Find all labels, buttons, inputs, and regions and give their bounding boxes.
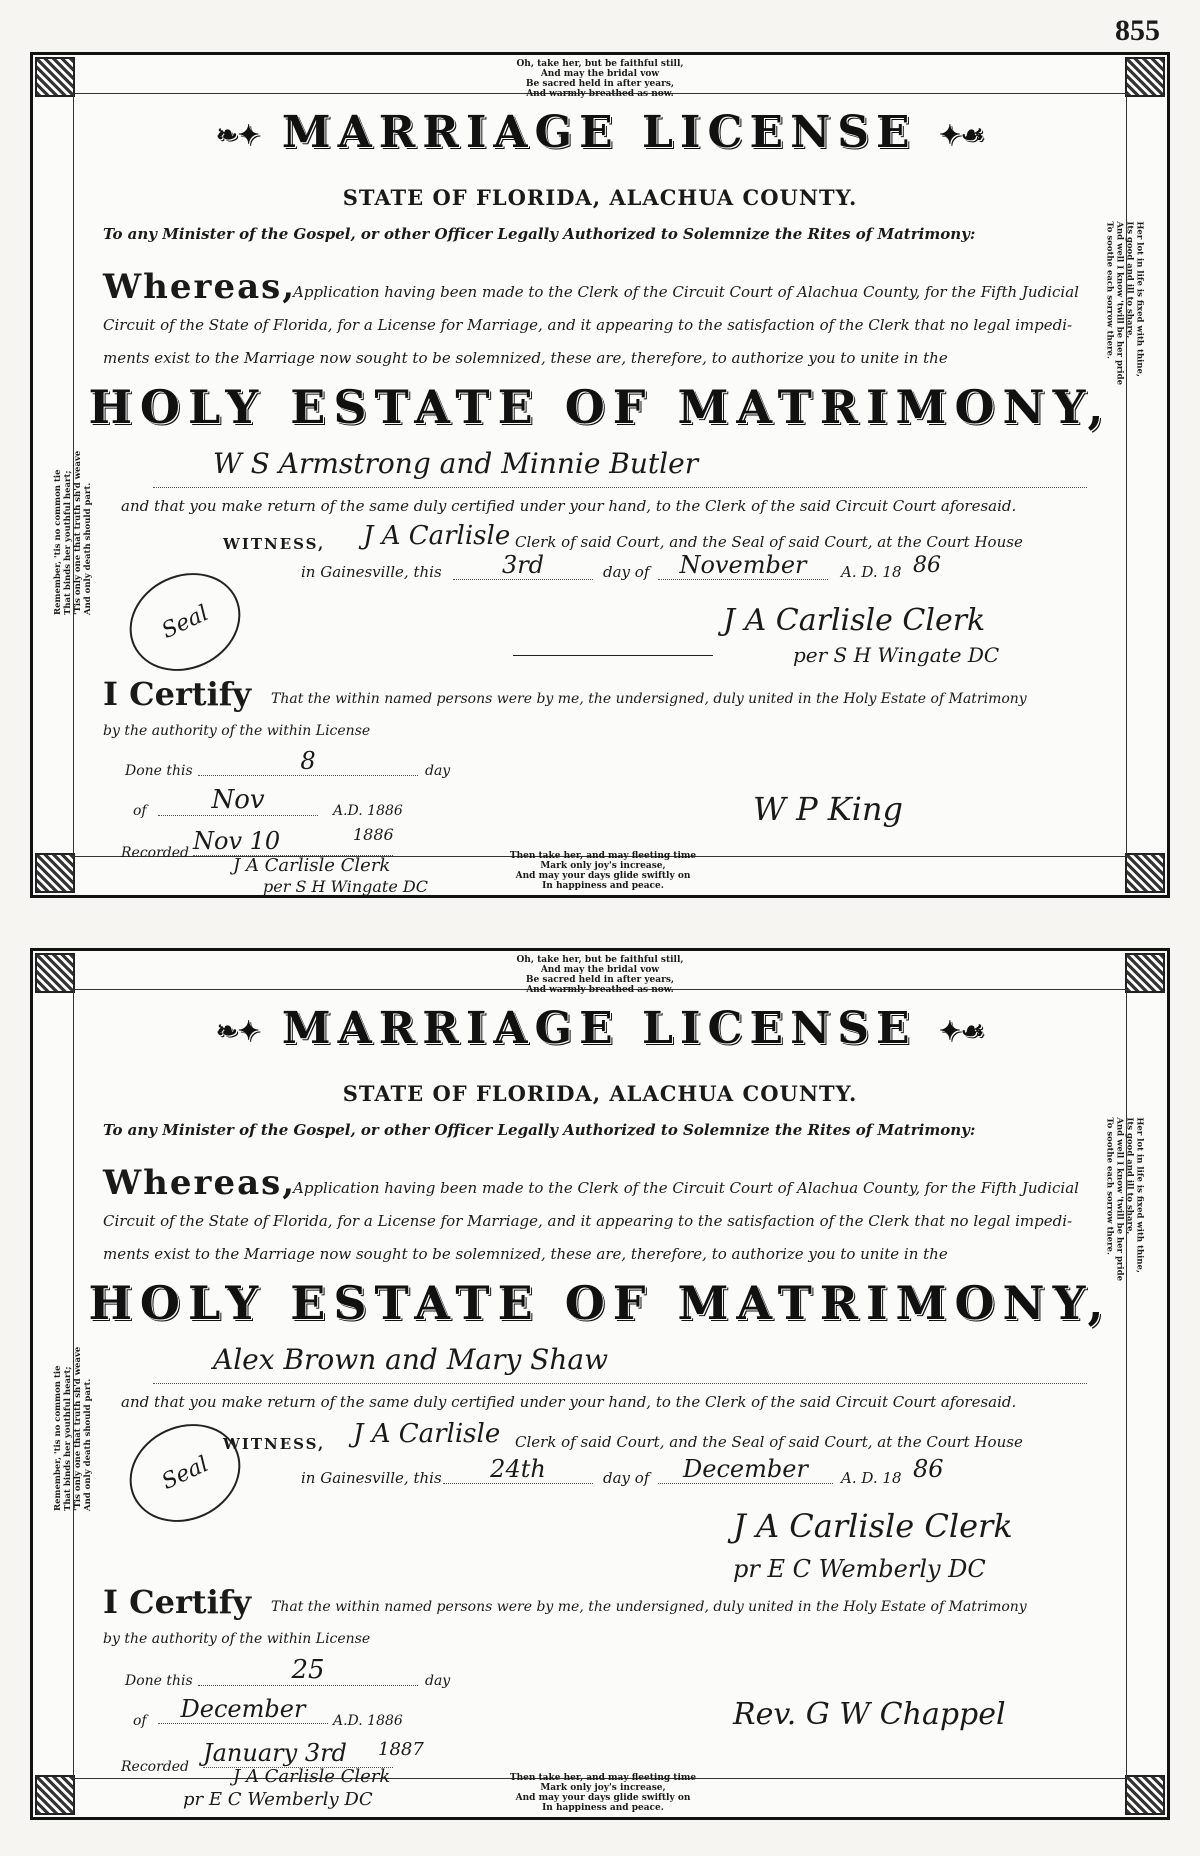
seal-mark: Seal xyxy=(113,555,256,688)
verse-line: Its good and ill to share, xyxy=(1125,221,1135,339)
verse-bottom xyxy=(503,1773,703,1813)
verse-line: And may your days glide swiftly on xyxy=(515,871,691,881)
verse-line: That binds her youthful heart; xyxy=(63,470,73,615)
done-day: 8 xyxy=(198,747,418,776)
side-verse-left xyxy=(53,451,93,615)
done-ad: A.D. 1886 xyxy=(333,1713,403,1729)
verse-line: Then take her, and may fleeting time xyxy=(509,1773,697,1783)
issue-month: December xyxy=(658,1455,833,1484)
state-county-heading: STATE OF FLORIDA, ALACHUA COUNTY. xyxy=(342,185,858,210)
corner-ornament-icon xyxy=(1125,853,1165,893)
verse-line: And warmly breathed as now. xyxy=(526,985,674,995)
done-day: 25 xyxy=(198,1655,418,1686)
clerk-signature: J A Carlisle xyxy=(353,1419,501,1449)
recorded-year: 1886 xyxy=(353,825,394,844)
body-line-3: ments exist to the Marriage now sought to be solemnized, these are, therefore, to authorize you to unite in the xyxy=(103,1245,948,1263)
whereas-word: Whereas, xyxy=(103,1163,297,1203)
certify-text-2: by the authority of the within License xyxy=(103,723,371,739)
in-gainesville-label: in Gainesville, this xyxy=(301,563,442,581)
corner-ornament-icon xyxy=(35,853,75,893)
flourish-icon: ❧✦ xyxy=(215,120,260,151)
body-line-1: Application having been made to the Clerk of the Circuit Court of Alachua County, for the Fifth Judicial xyxy=(293,1179,1079,1197)
clerk-signature: J A Carlisle xyxy=(363,521,511,551)
of-label: of xyxy=(133,803,147,819)
issue-year: 86 xyxy=(913,553,941,578)
recorded-label: Recorded xyxy=(121,845,189,861)
verse-line: That binds her youthful heart; xyxy=(63,1366,73,1511)
done-month: Nov xyxy=(158,785,318,816)
verse-line: Oh, take her, but be faithful still, xyxy=(516,955,684,965)
verse-line: Oh, take her, but be faithful still, xyxy=(516,59,684,69)
marriage-license-2 xyxy=(30,948,1170,1820)
verse-top xyxy=(33,955,1167,995)
verse-line: Remember, 'tis no common tie xyxy=(53,1365,63,1511)
verse-line: In happiness and peace. xyxy=(542,1803,664,1813)
marriage-license-1 xyxy=(30,52,1170,898)
issue-day: 24th xyxy=(443,1455,593,1484)
issue-month: November xyxy=(658,551,828,580)
verse-line: Its good and ill to share, xyxy=(1125,1117,1135,1235)
certify-text: That the within named persons were by me, the undersigned, duly united in the Holy Estate of Matrimony xyxy=(271,691,1027,707)
verse-line: And may the bridal vow xyxy=(540,69,660,79)
verse-line: And may your days glide swiftly on xyxy=(515,1793,691,1803)
body-line-1: Application having been made to the Clerk of the Circuit Court of Alachua County, for the Fifth Judicial xyxy=(293,283,1079,301)
verse-line: 'Tis only one that truth sh'd weave xyxy=(73,1346,83,1511)
side-verse-right xyxy=(1105,1117,1145,1281)
body-line-3: ments exist to the Marriage now sought to be solemnized, these are, therefore, to authorize you to unite in the xyxy=(103,349,948,367)
verse-line: Her lot in life is fixed with thine, xyxy=(1135,1117,1145,1273)
done-this-label: Done this xyxy=(125,763,193,779)
issue-day: 3rd xyxy=(453,551,593,580)
divider xyxy=(513,655,713,656)
day-label: day xyxy=(425,1673,451,1689)
recorded-label: Recorded xyxy=(121,1759,189,1775)
holy-estate-heading: HOLY ESTATE OF MATRIMONY, xyxy=(88,380,1112,434)
side-verse-left xyxy=(53,1347,93,1511)
certify-text: That the within named persons were by me, the undersigned, duly united in the Holy Estate of Matrimony xyxy=(271,1599,1027,1615)
flourish-icon: ✦☙ xyxy=(938,1016,985,1047)
witness-label: WITNESS, xyxy=(223,1435,326,1453)
address-line: To any Minister of the Gospel, or other Officer Legally Authorized to Solemnize the Rites of Matrimony: xyxy=(103,225,976,243)
clerk-signature-block-line2: pr E C Wemberly DC xyxy=(733,1555,986,1583)
done-this-label: Done this xyxy=(125,1673,193,1689)
license-title xyxy=(33,107,1167,158)
body-line-2: Circuit of the State of Florida, for a License for Marriage, and it appearing to the satisfaction of the Clerk that no legal impedi- xyxy=(103,316,1073,334)
issue-year: 86 xyxy=(913,1455,944,1483)
clerk-signature-block-line2: per S H Wingate DC xyxy=(793,643,1000,667)
verse-line: And warmly breathed as now. xyxy=(526,89,674,99)
done-ad: A.D. 1886 xyxy=(333,803,403,819)
verse-line: And only death should part. xyxy=(83,1378,93,1511)
recorded-signature-line1: J A Carlisle Clerk xyxy=(233,1766,391,1787)
address-line: To any Minister of the Gospel, or other Officer Legally Authorized to Solemnize the Rites of Matrimony: xyxy=(103,1121,976,1139)
body-line-2: Circuit of the State of Florida, for a License for Marriage, and it appearing to the satisfaction of the Clerk that no legal impedi- xyxy=(103,1212,1073,1230)
clerk-of-court-text: Clerk of said Court, and the Seal of said Court, at the Court House xyxy=(515,533,1023,551)
verse-bottom xyxy=(503,851,703,891)
clerk-signature-block-line1: J A Carlisle Clerk xyxy=(723,603,986,638)
recorded-date: Nov 10 xyxy=(193,827,393,856)
verse-line: To soothe each sorrow there. xyxy=(1105,1117,1115,1255)
certify-word: I Certify xyxy=(103,1583,252,1621)
verse-line: Be sacred held in after years, xyxy=(525,975,675,985)
license-title-text: MARRIAGE LICENSE xyxy=(281,1003,917,1054)
verse-top xyxy=(33,59,1167,99)
verse-line: And well I know 'twill be her pride xyxy=(1115,221,1125,385)
officiant-signature: Rev. G W Chappel xyxy=(733,1697,1006,1732)
return-line: and that you make return of the same duly certified under your hand, to the Clerk of the said Circuit Court aforesaid. xyxy=(121,1393,1017,1411)
ad-label: A. D. 18 xyxy=(841,563,902,581)
clerk-signature-block-line1: J A Carlisle Clerk xyxy=(733,1507,1013,1545)
page-number: 855 xyxy=(1115,14,1160,47)
verse-line: And well I know 'twill be her pride xyxy=(1115,1117,1125,1281)
flourish-icon: ✦☙ xyxy=(938,120,985,151)
in-gainesville-label: in Gainesville, this xyxy=(301,1469,442,1487)
certify-text-2: by the authority of the within License xyxy=(103,1631,371,1647)
day-of-label: day of xyxy=(603,1469,650,1487)
day-of-label: day of xyxy=(603,563,650,581)
verse-line: Be sacred held in after years, xyxy=(525,79,675,89)
recorded-signature-line2: per S H Wingate DC xyxy=(263,877,428,896)
verse-line: 'Tis only one that truth sh'd weave xyxy=(73,450,83,615)
verse-line: Remember, 'tis no common tie xyxy=(53,469,63,615)
recorded-signature-line1: J A Carlisle Clerk xyxy=(233,855,391,876)
witness-label: WITNESS, xyxy=(223,535,326,553)
corner-ornament-icon xyxy=(1125,1775,1165,1815)
recorded-year: 1887 xyxy=(378,1739,424,1760)
flourish-icon: ❧✦ xyxy=(215,1016,260,1047)
return-line: and that you make return of the same duly certified under your hand, to the Clerk of the said Circuit Court aforesaid. xyxy=(121,497,1017,515)
clerk-of-court-text: Clerk of said Court, and the Seal of said Court, at the Court House xyxy=(515,1433,1023,1451)
whereas-word: Whereas, xyxy=(103,267,297,307)
verse-line: Her lot in life is fixed with thine, xyxy=(1135,221,1145,377)
recorded-signature-line2: pr E C Wemberly DC xyxy=(183,1789,373,1810)
recorded-date: January 3rd xyxy=(203,1739,393,1768)
state-county-heading: STATE OF FLORIDA, ALACHUA COUNTY. xyxy=(342,1081,858,1106)
verse-line: Then take her, and may fleeting time xyxy=(509,851,697,861)
verse-line: And may the bridal vow xyxy=(540,965,660,975)
verse-line: In happiness and peace. xyxy=(542,881,664,891)
couple-names: Alex Brown and Mary Shaw xyxy=(153,1343,1087,1384)
of-label: of xyxy=(133,1713,147,1729)
seal-mark: Seal xyxy=(113,1406,256,1539)
verse-line: And only death should part. xyxy=(83,482,93,615)
side-verse-right xyxy=(1105,221,1145,385)
officiant-signature: W P King xyxy=(753,790,903,828)
verse-line: To soothe each sorrow there. xyxy=(1105,221,1115,359)
holy-estate-heading: HOLY ESTATE OF MATRIMONY, xyxy=(88,1276,1112,1330)
couple-names: W S Armstrong and Minnie Butler xyxy=(153,447,1087,488)
license-title xyxy=(33,1003,1167,1054)
day-label: day xyxy=(425,763,451,779)
done-month: December xyxy=(158,1695,328,1724)
verse-line: Mark only joy's increase, xyxy=(540,861,666,871)
certify-word: I Certify xyxy=(103,675,252,713)
license-title-text: MARRIAGE LICENSE xyxy=(281,107,917,158)
verse-line: Mark only joy's increase, xyxy=(540,1783,666,1793)
ad-label: A. D. 18 xyxy=(841,1469,902,1487)
corner-ornament-icon xyxy=(35,1775,75,1815)
